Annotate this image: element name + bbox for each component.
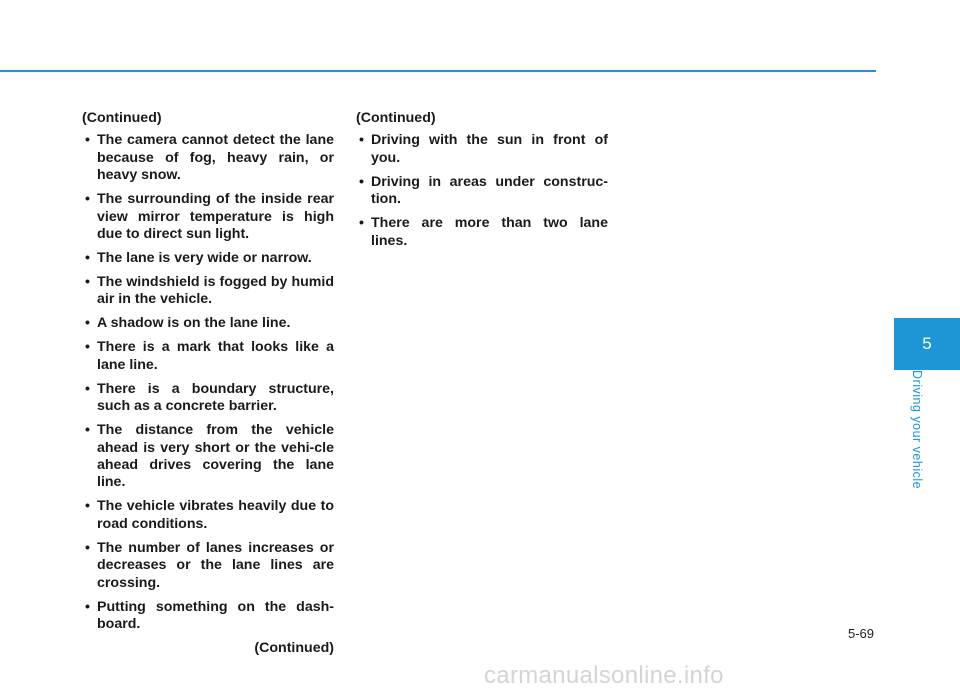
bullet-item: • The vehicle vibrates heavily due to road conditions. <box>82 498 334 533</box>
continued-header: (Continued) <box>356 110 436 126</box>
bullet-item: • Driving in areas under construc-tion. <box>356 174 608 209</box>
bullet-item: • A shadow is on the lane line. <box>82 315 334 332</box>
right-column <box>356 110 608 257</box>
page-number: 5-69 <box>847 626 874 641</box>
bullet-list <box>82 132 334 633</box>
bullet-item: • Driving with the sun in front of you. <box>356 132 608 167</box>
continued-header: (Continued) <box>82 110 162 126</box>
chapter-tab <box>894 318 960 370</box>
chapter-number: 5 <box>922 334 932 353</box>
bullet-item: • The number of lanes increases or decreases or the lane lines are crossing. <box>82 540 334 592</box>
bullet-item: • There are more than two lane lines. <box>356 215 608 250</box>
chapter-title: Driving your vehicle <box>910 370 924 490</box>
bullet-item: • The windshield is fogged by humid air in the vehicle. <box>82 274 334 309</box>
bullet-item: • There is a boundary structure, such as a concrete barrier. <box>82 381 334 416</box>
continued-footer: (Continued) <box>254 640 334 657</box>
bullet-list <box>356 132 608 250</box>
watermark: carmanualsonline.info <box>484 662 724 689</box>
bullet-item: • Putting something on the dash-board. <box>82 599 334 634</box>
bullet-item: • The lane is very wide or narrow. <box>82 250 334 267</box>
bullet-item: • The camera cannot detect the lane because of fog, heavy rain, or heavy snow. <box>82 132 334 184</box>
left-column <box>82 110 334 658</box>
bullet-item: • The distance from the vehicle ahead is very short or the vehi-cle ahead drives covering the lane line. <box>82 422 334 492</box>
header-rule <box>0 70 876 72</box>
bullet-item: • There is a mark that looks like a lane line. <box>82 339 334 374</box>
bullet-item: • The surrounding of the inside rear view mirror temperature is high due to direct sun light. <box>82 191 334 243</box>
